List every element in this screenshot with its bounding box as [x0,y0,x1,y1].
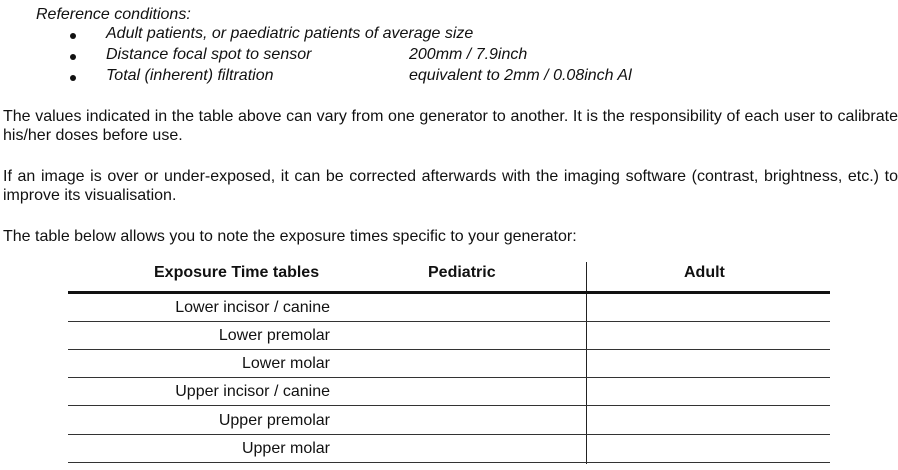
pediatric-cell[interactable] [332,324,584,348]
adult-cell[interactable] [590,324,828,348]
reference-item-value: equivalent to 2mm / 0.08inch Al [409,67,632,84]
adult-cell[interactable] [590,437,828,461]
table-row [68,378,830,406]
exposure-correction-paragraph: If an image is over or under-exposed, it can be corrected afterwards with the imaging software (contrast, brightness, etc.) to improve its visualisation. [3,168,898,204]
bullet-icon [70,33,76,39]
bullet-icon [70,54,76,60]
row-divider [68,462,830,463]
table-row [68,435,830,463]
reference-item-value: 200mm / 7.9inch [409,46,528,63]
table-row [68,322,830,350]
table-intro-paragraph: The table below allows you to note the exposure times specific to your generator: [3,228,577,245]
table-row [68,350,830,378]
reference-item-label: Adult patients, or paediatric patients of average size [106,25,474,42]
adult-cell[interactable] [590,296,828,320]
header-exposure-time-tables: Exposure Time tables [154,264,320,281]
row-label: Lower molar [241,355,330,372]
pediatric-cell[interactable] [332,296,584,320]
exposure-time-table [68,262,830,470]
header-adult: Adult [684,264,725,281]
row-label: Lower premolar [218,327,330,344]
table-row [68,294,830,322]
table-row [68,407,830,435]
reference-item-label: Total (inherent) filtration [106,67,274,84]
row-label: Upper incisor / canine [175,383,330,400]
pediatric-cell[interactable] [332,437,584,461]
bullet-icon [70,75,76,81]
adult-cell[interactable] [590,409,828,433]
pediatric-cell[interactable] [332,380,584,404]
header-pediatric: Pediatric [428,264,496,281]
reference-conditions-title: Reference conditions: [36,6,191,23]
row-label: Upper molar [241,440,330,457]
adult-cell[interactable] [590,352,828,376]
row-divider [68,405,830,406]
row-label: Upper premolar [218,412,330,429]
row-label: Lower incisor / canine [175,299,330,316]
adult-cell[interactable] [590,380,828,404]
calibration-paragraph: The values indicated in the table above can vary from one generator to another. It is the responsibility of each user to calibrate his/her doses before use. [3,108,898,144]
reference-item-label: Distance focal spot to sensor [106,46,312,63]
pediatric-cell[interactable] [332,352,584,376]
pediatric-cell[interactable] [332,409,584,433]
